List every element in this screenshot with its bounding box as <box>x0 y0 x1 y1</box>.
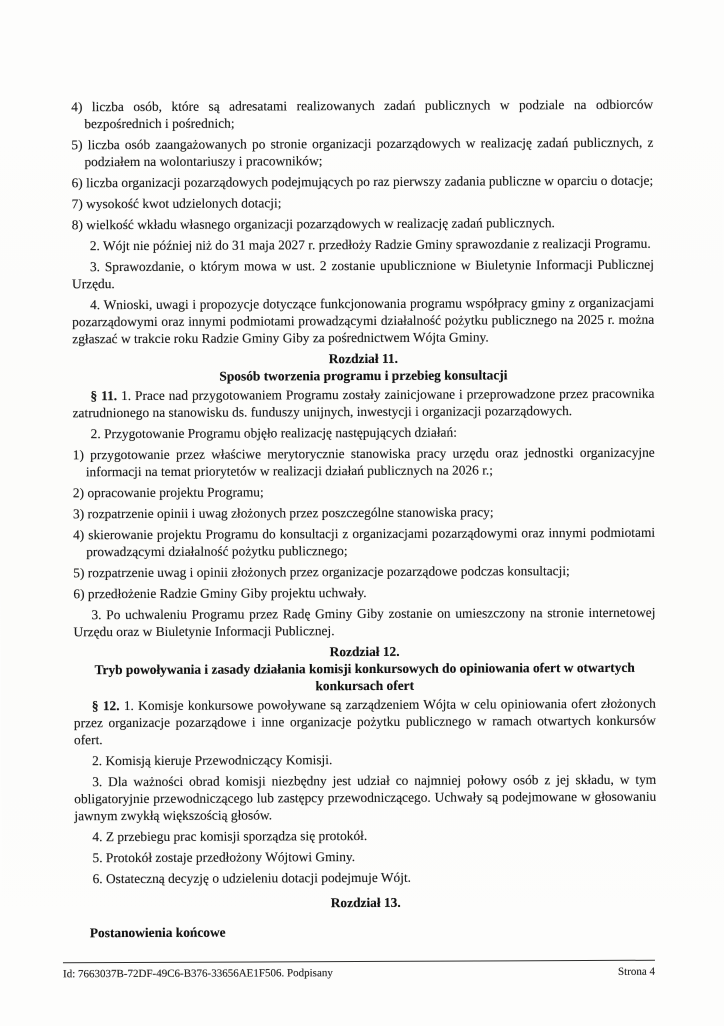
paragraph-po-uchwaleniu: 3. Po uchwaleniu Programu przez Radę Gminy Giby zostanie on umieszczony na stronie internetowej Urzędu oraz w Biuletynie Informacji Publicznej. <box>73 604 656 640</box>
section-11-marker: § 11. <box>90 388 118 404</box>
list-item-number: 2) <box>72 485 85 501</box>
list-item-text: wysokość kwot udzielonych dotacji; <box>86 195 282 212</box>
chapter-12-number: Rozdział 12. <box>329 643 400 660</box>
list-item-number: 3) <box>72 506 85 522</box>
list-item-number: 6) <box>71 175 83 191</box>
list-item-text: przygotowanie przez właściwe merytorycznie stanowiska pracy urzędu oraz jednostki organizacyjne informacji na temat priorytetów w realizacji działań publicznych na 2026 r.; <box>85 444 655 480</box>
list-item-7 <box>72 193 654 213</box>
list-item-number: 5) <box>73 565 85 581</box>
list-item-number: 4) <box>73 527 85 543</box>
list-item-6 <box>72 172 654 192</box>
closing-provisions-heading: Postanowienia końcowe <box>89 924 226 941</box>
list-item-text: liczba osób zaangażowanych po stronie organizacji pozarządowych w realizację zadań publicznych, z podziałem na wolontariuszy i pracowników; <box>84 134 654 170</box>
list-item-5 <box>71 134 653 171</box>
list-item-b3 <box>73 503 655 523</box>
list-item-4 <box>71 96 653 133</box>
paragraph-protokol-przedlozony: 5. Protokół zostaje przedłożony Wójtowi Gminy. <box>92 849 356 866</box>
list-item-text: opracowanie projektu Programu; <box>87 484 264 501</box>
chapter-13-number: Rozdział 13. <box>330 894 401 911</box>
list-item-number: 8) <box>71 217 83 233</box>
footer-page-number: Strona 4 <box>617 965 656 978</box>
paragraph-wnioski-uwagi: 4. Wnioski, uwagi i propozycje dotyczące funkcjonowania programu współpracy gminy z organizacjami pozarządowymi oraz innymi podmiotami prowadzącymi działalność pożytku publicznego na 2025 r. można zgłaszać w trakcie roku Radzie Gminy Giby za pośrednictwem Wójta Gminy. <box>72 294 655 347</box>
paragraph-protokol-sporzadza: 4. Z przebiegu prac komisji sporządza się protokół. <box>92 827 368 845</box>
chapter-13-heading <box>75 893 657 913</box>
list-item-text: skierowanie projektu Programu do konsultacji z organizacjami pozarządowymi oraz innymi podmiotami prowadzącymi działalność pożytku publicznego; <box>86 524 656 560</box>
list-item-text: przedłożenie Radzie Gminy Giby projektu uchwały. <box>87 584 367 602</box>
list-item-b2 <box>73 482 655 502</box>
list-item-text: liczba organizacji pozarządowych podejmujących po raz pierwszy zadania publiczne w oparciu o dotacje; <box>86 172 654 191</box>
section-12-marker: § 12. <box>91 698 120 714</box>
list-item-8 <box>72 214 654 234</box>
section-11-text: 1. Prace nad przygotowaniem Programu zostały zainicjowane i przeprowadzone przez pracownika zatrudnionego na stanowisku ds. funduszy unijnych, inwestycji i organizacji pozarządowych. <box>72 385 655 421</box>
paragraph-waznosc-obrad: 3. Dla ważności obrad komisji niezbędny jest udział co najmniej połowy osób z jej składu, w tym obligatoryjnie przewodniczącego lub zastępcy przewodniczącego. Uchwały są podejmowane w głosowaniu jawnym zwykłą większością głosów. <box>74 771 657 824</box>
list-item-number: 7) <box>71 196 83 212</box>
paragraph-komisja-kieruje: 2. Komisją kieruje Przewodniczący Komisji. <box>92 752 333 769</box>
chapter-11-number: Rozdział 11. <box>328 350 398 367</box>
paragraph-sprawozdanie-bip: 3. Sprawozdanie, o którym mowa w ust. 2 zostanie upublicznione w Biuletynie Informacji Publicznej Urzędu. <box>71 256 654 292</box>
chapter-11-title: Sposób tworzenia programu i przebieg konsultacji <box>219 367 508 384</box>
section-12-text: 1. Komisje konkursowe powoływane są zarządzeniem Wójta w celu opiniowania ofert złożonych przez organizacje pozarządowe i inne organizacje pożytku publicznego w ramach otwartych konkursów ofert. <box>73 695 656 748</box>
paragraph-wojt-sprawozdanie: 2. Wójt nie później niż do 31 maja 2027 r. przedłoży Radzie Gminy sprawozdanie z realizacji Programu. <box>89 235 651 254</box>
list-item-text: liczba osób, które są adresatami realizowanych zadań publicznych w podziale na odbiorców bezpośrednich i pośrednich; <box>84 96 654 132</box>
list-item-b1 <box>73 444 655 481</box>
list-item-b6 <box>73 583 655 603</box>
list-item-number: 5) <box>71 137 83 153</box>
chapter-12-heading <box>74 642 656 696</box>
list-item-text: rozpatrzenie uwag i opinii złożonych przez organizacje pozarządowe podczas konsultacji; <box>87 563 570 581</box>
list-item-text: wielkość wkładu własnego organizacji pozarządowych w realizację zadań publicznych. <box>86 215 555 233</box>
paragraph-przygotowanie: 2. Przygotowanie Programu objęło realizację następujących działań: <box>90 424 457 442</box>
list-item-b4 <box>73 524 655 561</box>
chapter-12-title: Tryb powoływania i zasady działania komisji konkursowych do opiniowania ofert w otwartych konkursach ofert <box>94 659 635 694</box>
paragraph-ostateczna-decyzja: 6. Ostateczną decyzję o udzieleniu dotacji podejmuje Wójt. <box>92 869 412 887</box>
list-item-number: 4) <box>71 99 83 115</box>
chapter-11-heading <box>72 349 654 386</box>
list-item-number: 6) <box>73 586 85 602</box>
paragraph-s12 <box>74 695 656 749</box>
list-item-b5 <box>73 562 655 582</box>
document-content <box>71 96 657 946</box>
list-item-text: rozpatrzenie opinii i uwag złożonych przez poszczególne stanowiska pracy; <box>87 504 494 522</box>
page-footer <box>63 960 655 982</box>
paragraph-s11 <box>72 385 654 422</box>
footer-document-id: Id: 7663037B-72DF-49C6-B376-33656AE1F506. Podpisany <box>62 967 333 981</box>
list-item-number: 1) <box>72 447 84 463</box>
